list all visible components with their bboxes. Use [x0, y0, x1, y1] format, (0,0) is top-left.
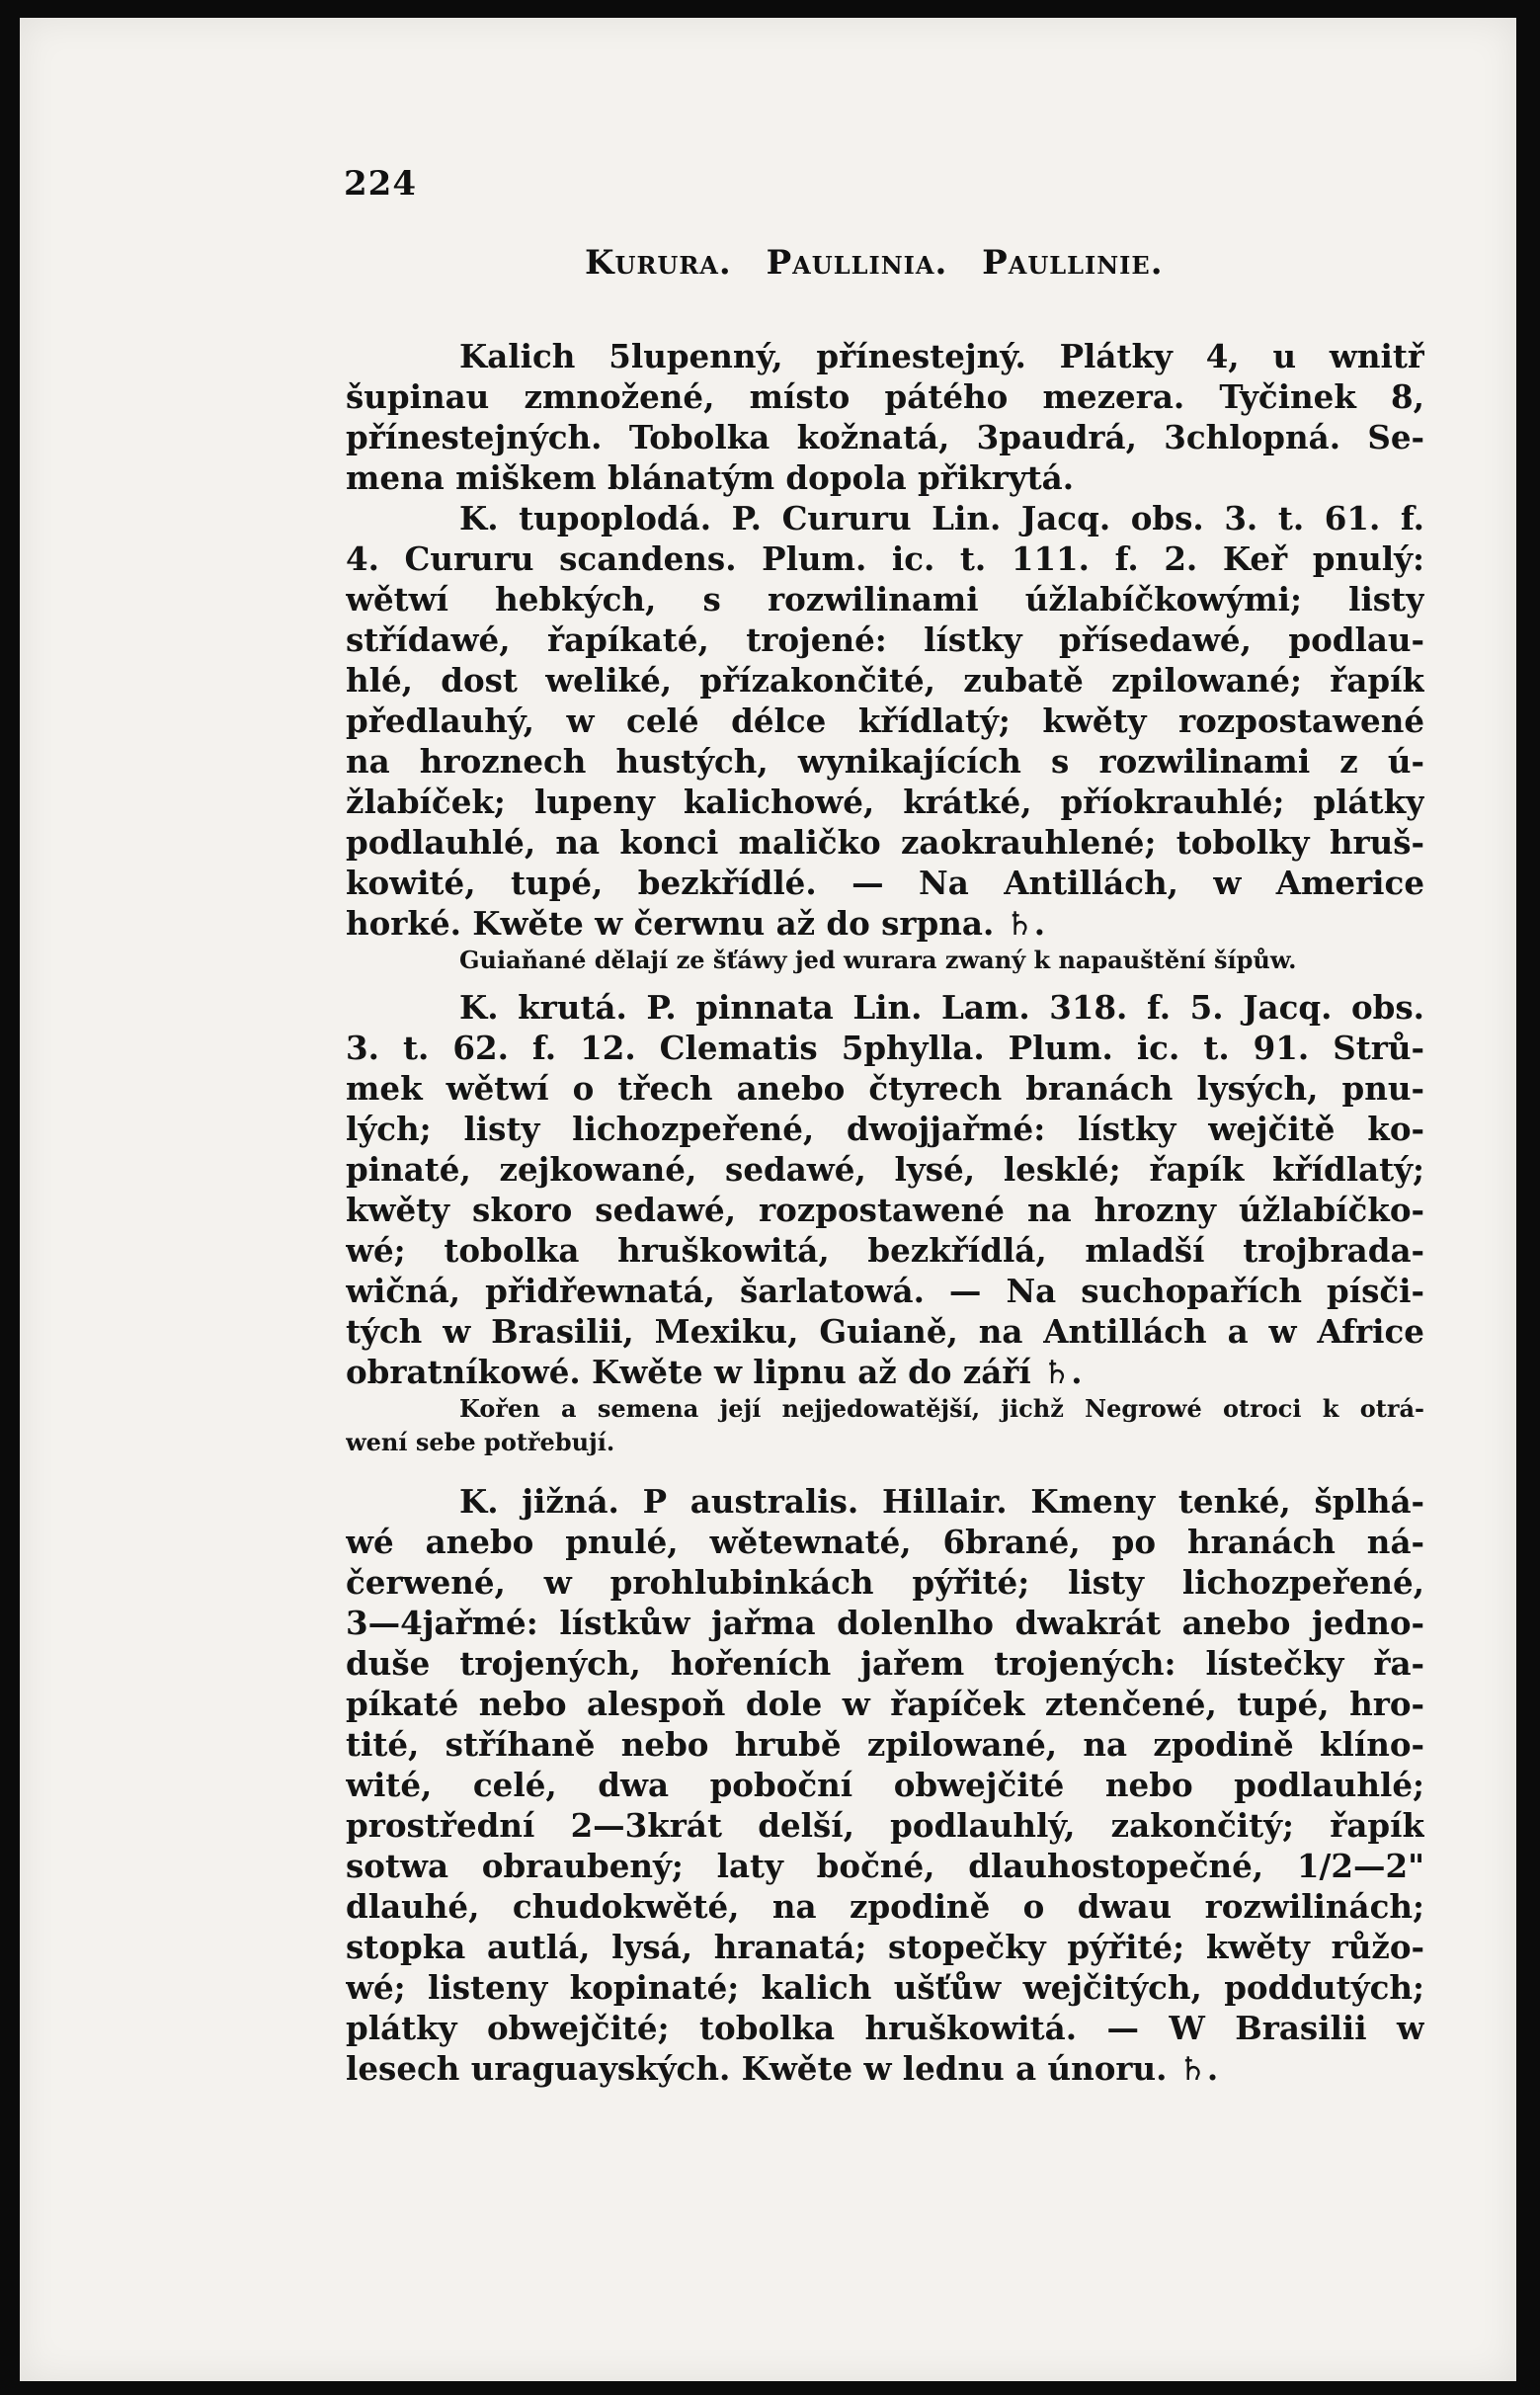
- text-line: plátky obwejčité; tobolka hruškowitá. — W Brasilii w: [346, 2009, 1424, 2047]
- genus-description: [346, 336, 1424, 498]
- text-line: wé anebo pnulé, wětewnaté, 6brané, po hranách ná-: [346, 1523, 1424, 1561]
- text-line: 3—4jařmé: lístkůw jařma dolenlho dwakrát anebo jedno-: [346, 1604, 1424, 1642]
- text-line: sotwa obraubený; laty bočné, dlauhostopečné, 1/2—2": [346, 1847, 1424, 1885]
- text-line: kwěty skoro sedawé, rozpostawené na hrozny úžlabíčko-: [346, 1191, 1424, 1229]
- text-line: na hroznech hustých, wynikajících s rozwilinami z ú-: [346, 742, 1424, 781]
- footnote-guiana: [346, 944, 1424, 977]
- text-line: wětwí hebkých, s rozwilinami úžlabíčkowými; listy: [346, 580, 1424, 619]
- footnote-root-poison: [346, 1392, 1424, 1459]
- text-line: hlé, dost weliké, přízakončité, zubatě zpilowané; řapík: [346, 661, 1424, 700]
- page-body: [346, 336, 1424, 2089]
- text-line: přínestejných. Tobolka kožnatá, 3paudrá, 3chlopná. Se-: [346, 418, 1424, 456]
- text-line: duše trojených, hořeních jařem trojených: lístečky řa-: [346, 1644, 1424, 1683]
- note-line: wení sebe potřebují.: [346, 1428, 615, 1456]
- text-line: K. tupoplodá. P. Cururu Lin. Jacq. obs. 3. t. 61. f.: [459, 499, 1424, 537]
- note-line: Guiaňané dělají ze šťáwy jed wurara zwaný k napauštění šípůw.: [459, 946, 1297, 974]
- text-line: horké. Kwěte w čerwnu až do srpna. ♄.: [346, 904, 1046, 943]
- text-line: tité, stříhaně nebo hrubě zpilowané, na zpodině klíno-: [346, 1725, 1424, 1764]
- page-number: 224: [344, 164, 417, 204]
- text-line: žlabíček; lupeny kalichowé, krátké, příokrauhlé; plátky: [346, 783, 1424, 821]
- text-line: mena miškem blánatým dopola přikrytá.: [346, 458, 1075, 497]
- text-line: stopka autlá, lysá, hranatá; stopečky pýřité; kwěty růžo-: [346, 1928, 1424, 1966]
- text-line: šupinau zmnožené, místo pátého mezera. Tyčinek 8,: [346, 377, 1424, 416]
- species-entry-tupoploda: [346, 498, 1424, 944]
- text-line: dlauhé, chudokwěté, na zpodině o dwau rozwilinách;: [346, 1887, 1424, 1926]
- text-line: mek wětwí o třech anebo čtyrech branách lysých, pnu-: [346, 1069, 1424, 1108]
- text-line: wé; tobolka hruškowitá, bezkřídlá, mladší trojbrada-: [346, 1231, 1424, 1270]
- text-line: 4. Cururu scandens. Plum. ic. t. 111. f. 2. Keř pnulý:: [346, 539, 1424, 578]
- text-line: pinaté, zejkowané, sedawé, lysé, lesklé; řapík křídlatý;: [346, 1150, 1424, 1189]
- text-line: Kalich 5lupenný, přínestejný. Plátky 4, u wnitř: [459, 337, 1424, 375]
- text-line: čerwené, w prohlubinkách pýřité; listy lichozpeřené,: [346, 1563, 1424, 1602]
- text-line: wité, celé, dwa poboční obwejčité nebo podlauhlé;: [346, 1766, 1424, 1804]
- text-line: tých w Brasilii, Mexiku, Guianě, na Antillách a w Africe: [346, 1312, 1424, 1351]
- text-line: střídawé, řapíkaté, trojené: lístky přísedawé, podlau-: [346, 620, 1424, 659]
- text-line: wé; listeny kopinaté; kalich ušťůw wejčitých, poddutých;: [346, 1968, 1424, 2007]
- text-line: podlauhlé, na konci maličko zaokrauhlené; tobolky hruš-: [346, 823, 1424, 862]
- text-line: lesech uraguayských. Kwěte w lednu a únoru. ♄.: [346, 2049, 1219, 2088]
- species-entry-jizna: [346, 1481, 1424, 2089]
- text-line: píkaté nebo alespoň dole w řapíček ztenčené, tupé, hro-: [346, 1685, 1424, 1723]
- text-line: prostřední 2—3krát delší, podlauhlý, zakončitý; řapík: [346, 1806, 1424, 1845]
- text-line: 3. t. 62. f. 12. Clematis 5phylla. Plum. ic. t. 91. Strů-: [346, 1029, 1424, 1067]
- text-line: wičná, přidřewnatá, šarlatowá. — Na suchopařích písči-: [346, 1272, 1424, 1310]
- species-entry-kruta: [346, 987, 1424, 1392]
- running-head: Kurura. Paullinia. Paullinie.: [585, 243, 1164, 283]
- text-line: kowité, tupé, bezkřídlé. — Na Antillách, w Americe: [346, 864, 1424, 902]
- text-line: lých; listy lichozpeřené, dwojjařmé: lístky wejčitě ko-: [346, 1110, 1424, 1148]
- text-line: obratníkowé. Kwěte w lipnu až do září ♄.: [346, 1353, 1083, 1391]
- text-line: předlauhý, w celé délce křídlatý; kwěty rozpostawené: [346, 702, 1424, 740]
- text-line: K. krutá. P. pinnata Lin. Lam. 318. f. 5. Jacq. obs.: [459, 988, 1424, 1027]
- book-page: [20, 18, 1516, 2381]
- note-line: Kořen a semena její nejjedowatější, jichž Negrowé otroci k otrá-: [459, 1394, 1424, 1423]
- text-line: K. jižná. P australis. Hillair. Kmeny tenké, šplhá-: [459, 1482, 1424, 1521]
